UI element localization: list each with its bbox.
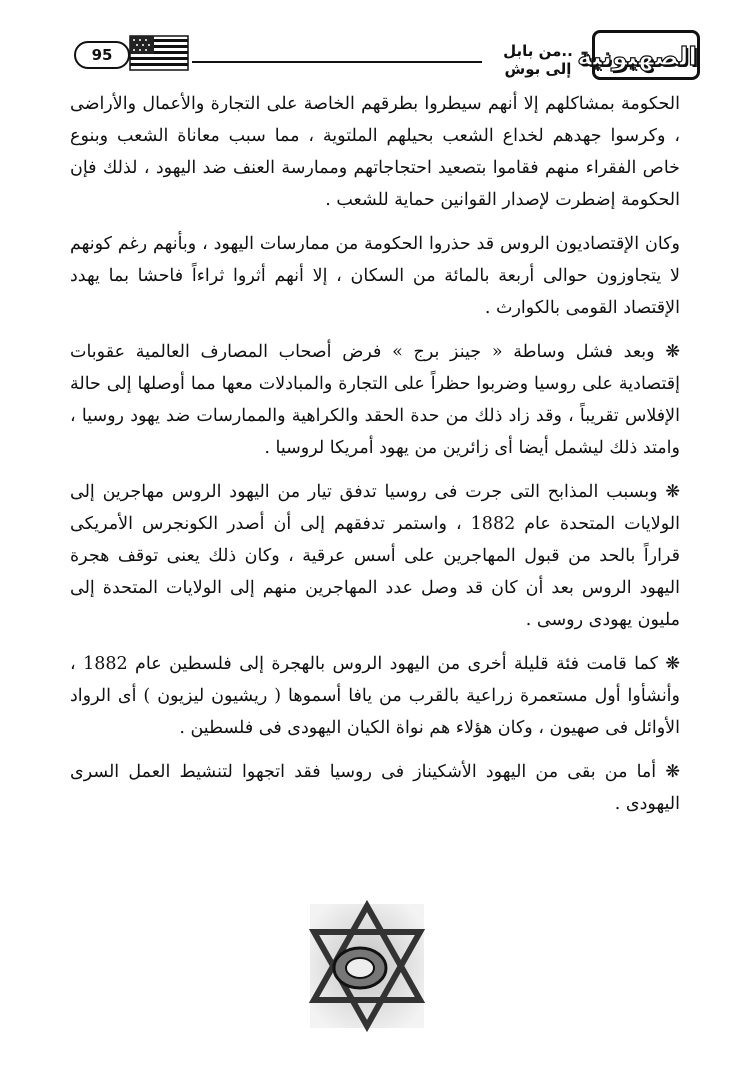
- paragraph-3: ❋ وبعد فشل وساطة « جينز برج » فرض أصحاب المصارف العالمية عقوبات إقتصادية على روسيا وضربوا حظراً على التجارة والمبادلات معها مما أوصلها إلى حالة الإفلاس تقريباً ، وقد زاد ذلك من حدة الحقد والكراهية والممارسات ضد يهود روسيا ، وامتد ذلك ليشمل أيضا أى زائرين من يهود أمريكا لروسيا .: [70, 342, 680, 458]
- book-title-logo: الصهيونية: [592, 30, 700, 80]
- page-body: [70, 88, 680, 832]
- page-number: 95: [74, 41, 130, 69]
- page-header: [58, 30, 698, 88]
- paragraph-1: الحكومة بمشاكلهم إلا أنهم سيطروا بطرقهم الخاصة على التجارة والأعمال والأراضى ، وكرسوا جهدهم لخداع الشعب بحيلهم الملتوية ، مما سبب معاناة الشعب وبنوع خاص الفقراء منهم فقاموا بتصعيد احتجاجاتهم وممارسة العنف ضد اليهود ، لذلك فإن الحكومة إضطرت لإصدار القوانين حماية للشعب .: [70, 94, 680, 210]
- header-rule: [192, 61, 482, 63]
- paragraph-4: ❋ وبسبب المذابح التى جرت فى روسيا تدفق تيار من اليهود الروس مهاجرين إلى الولايات المتحدة عام 1882 ، واستمر تدفقهم إلى أن أصدر الكونجرس الأمريكى قراراً بالحد من قبول المهاجرين على أسس عرقية ، وكان ذلك يعنى توقف هجرة اليهود الروس بعد أن كان قد وصل عدد المهاجرين منهم إلى الولايات المتحدة إلى مليون يهودى روسى .: [70, 482, 680, 630]
- paragraph-5: ❋ كما قامت فئة قليلة أخرى من اليهود الروس بالهجرة إلى فلسطين عام 1882 ، وأنشأوا أول مستعمرة زراعية بالقرب من يافا أسموها ( ريشيون ليزيون ) أى الرواد الأوائل فى صهيون ، وكان هؤلاء هم نواة الكيان اليهودى فى فلسطين .: [70, 654, 681, 738]
- us-flag-icon: [130, 36, 188, 70]
- paragraph-2: وكان الإقتصاديون الروس قد حذروا الحكومة من ممارسات اليهود ، وبأنهم رغم كونهم لا يتجاوزون حوالى أربعة بالمائة من السكان ، إلا أنهم أثروا ثراءاً فاحشا بما يهدد الإقتصاد القومى بالكوارث .: [70, 234, 680, 318]
- paragraph-6: ❋ أما من بقى من اليهود الأشكيناز فى روسيا فقد اتجهوا لتنشيط العمل السرى اليهودى .: [70, 762, 680, 814]
- book-subtitle: ..من بابل إلى بوش: [503, 42, 573, 78]
- star-of-david-emblem-icon: [302, 898, 432, 1033]
